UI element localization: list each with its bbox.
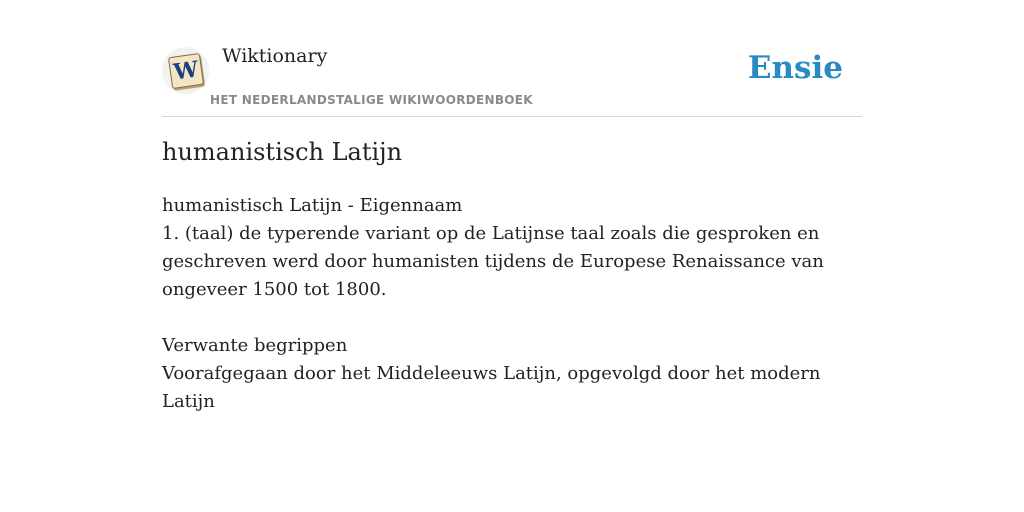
paragraph-spacer — [162, 304, 862, 332]
wiktionary-logo-icon — [168, 53, 204, 89]
page-title: humanistisch Latijn — [162, 138, 403, 166]
definition-text: 1. (taal) de typerende variant op de Latijnse taal zoals die gesproken en geschreven werd door humanisten tijdens de Europese Renaissance van ongeveer 1500 tot 1800. — [162, 223, 824, 300]
page-container — [162, 0, 862, 412]
logo-letter: W — [171, 56, 201, 86]
related-text: Voorafgegaan door het Middeleeuws Latijn, opgevolgd door het modern Latijn — [162, 363, 821, 412]
site-header — [162, 0, 862, 117]
related-heading: Verwante begrippen — [162, 335, 348, 356]
site-name[interactable]: Wiktionary — [222, 45, 328, 67]
wiktionary-logo[interactable] — [162, 47, 209, 94]
ensie-brand-link[interactable]: Ensie — [747, 50, 843, 86]
site-tagline: HET NEDERLANDSTALIGE WIKIWOORDENBOEK — [210, 93, 533, 107]
entry-content — [162, 192, 862, 416]
headword-line: humanistisch Latijn - Eigennaam — [162, 195, 463, 216]
